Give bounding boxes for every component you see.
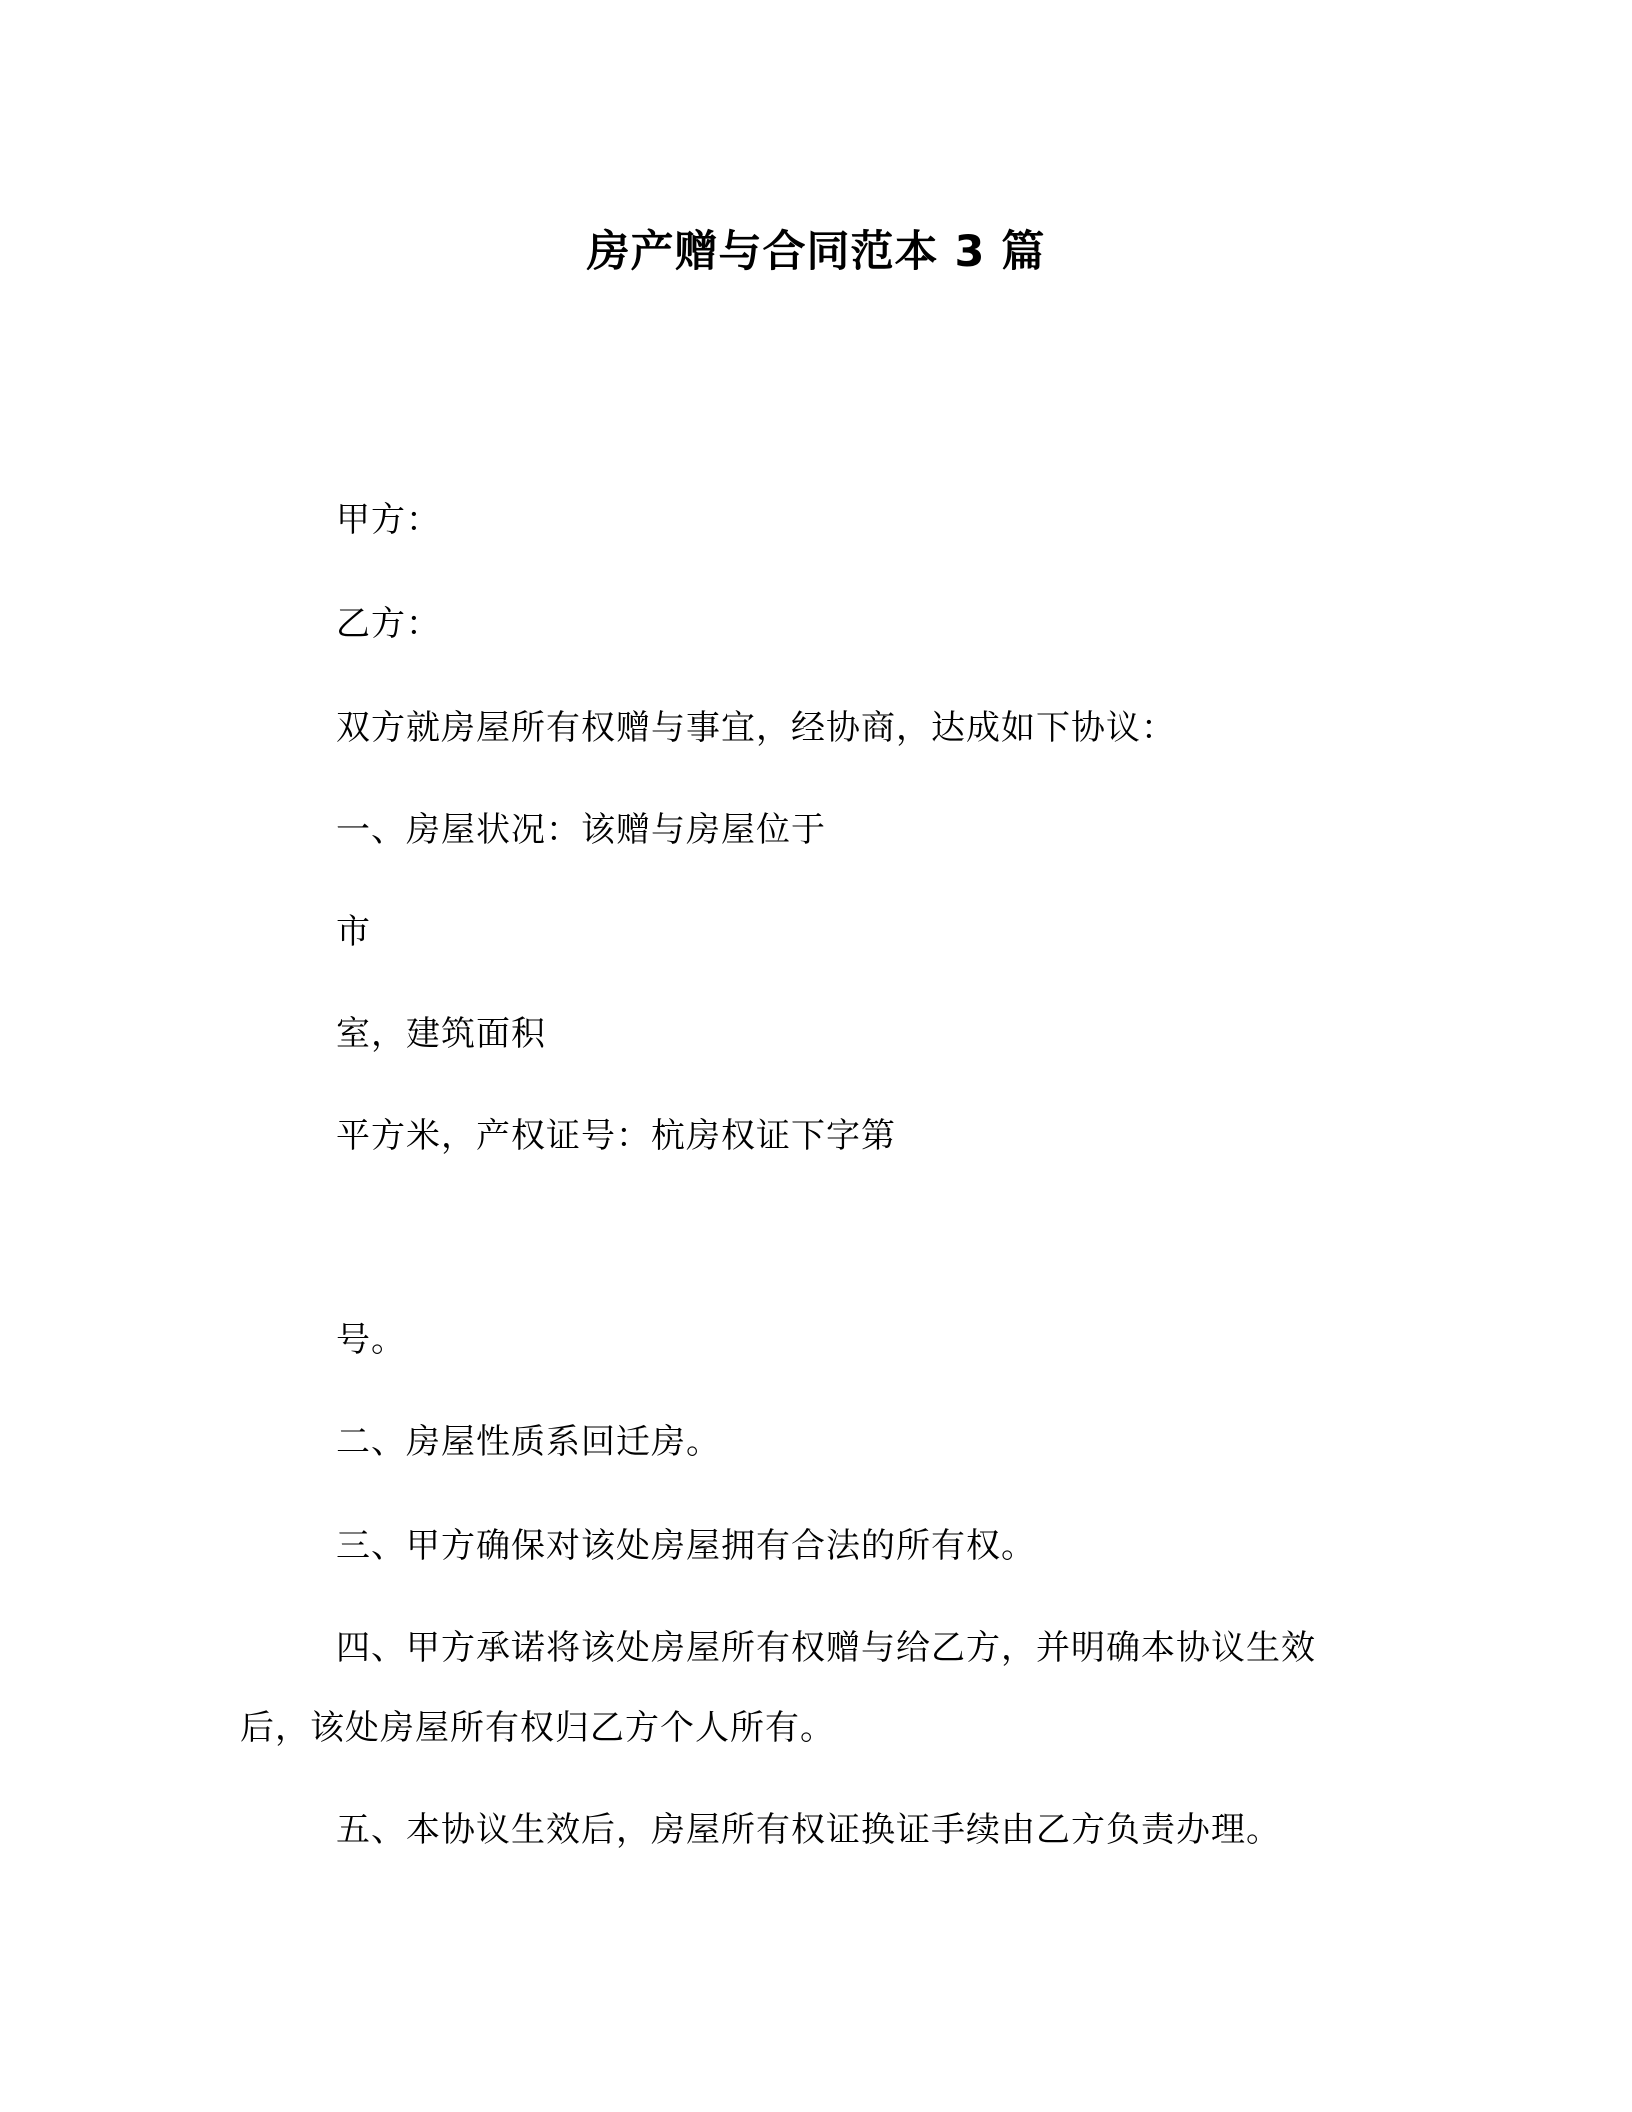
- clause-1-line-2: 市: [336, 912, 371, 952]
- clause-1-line-1: 一、房屋状况：该赠与房屋位于: [336, 810, 826, 850]
- clause-2-line: 二、房屋性质系回迁房。: [336, 1422, 721, 1462]
- party-a-line: 甲方：: [336, 500, 441, 540]
- clause-5-line: 五、本协议生效后，房屋所有权证换证手续由乙方负责办理。: [336, 1810, 1281, 1850]
- clause-1-line-4: 平方米，产权证号：杭房权证下字第: [336, 1116, 896, 1156]
- party-b-line: 乙方：: [336, 604, 441, 644]
- clause-4-line-2: 后，该处房屋所有权归乙方个人所有。: [240, 1708, 835, 1748]
- clause-1-line-3: 室，建筑面积: [336, 1014, 546, 1054]
- intro-line: 双方就房屋所有权赠与事宜，经协商，达成如下协议：: [336, 708, 1176, 748]
- clause-1-line-5: 号。: [336, 1320, 406, 1360]
- clause-4-line-1: 四、甲方承诺将该处房屋所有权赠与给乙方，并明确本协议生效: [336, 1628, 1316, 1668]
- clause-3-line: 三、甲方确保对该处房屋拥有合法的所有权。: [336, 1526, 1036, 1566]
- document-title: 房产赠与合同范本 3 篇: [586, 227, 1046, 277]
